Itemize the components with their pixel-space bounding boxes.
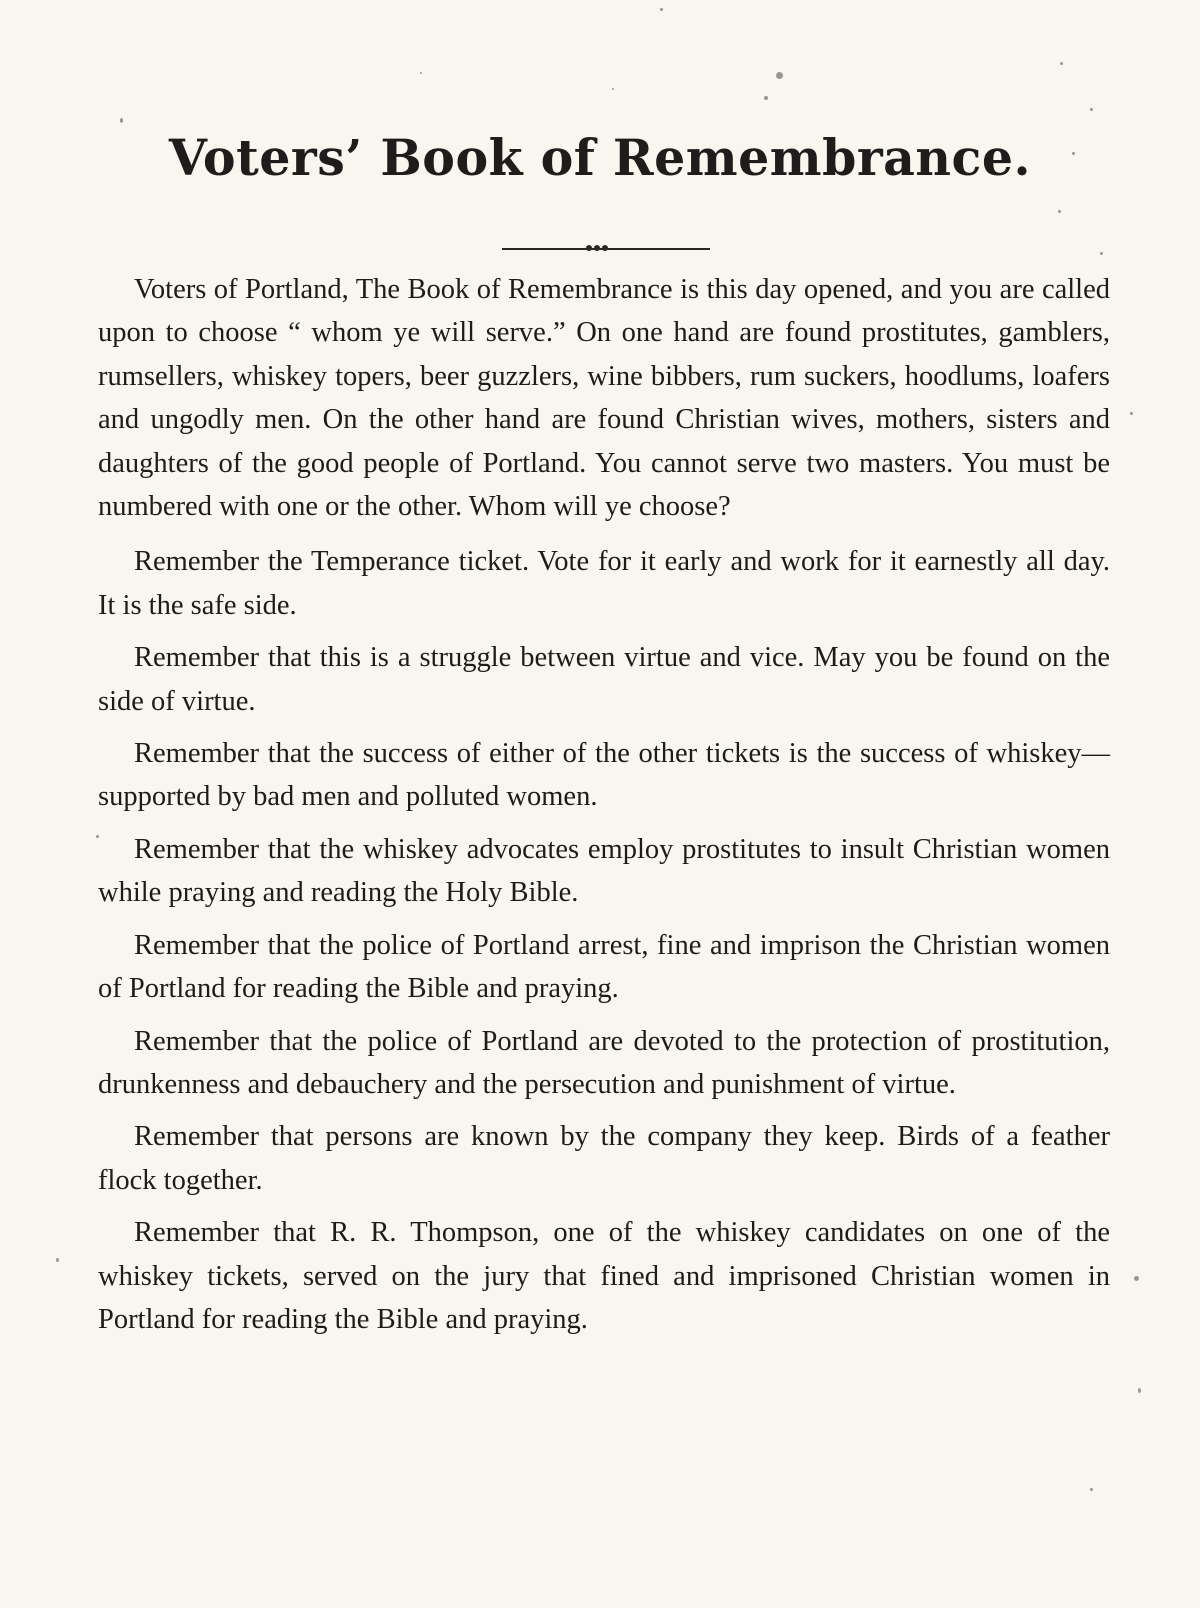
print-speck (612, 88, 614, 90)
print-speck (1100, 252, 1103, 255)
paragraph-thompson: Remember that R. R. Thompson, one of the whiskey candidates on one of the whiskey tickets, served on the jury that fined and imprisoned Christian women in Portland for reading the Bible and praying. (98, 1217, 1110, 1335)
print-speck (1058, 210, 1061, 213)
divider-ornament (586, 245, 592, 251)
print-speck (764, 96, 768, 100)
paragraph-intro: Voters of Portland, The Book of Remembrance is this day opened, and you are called upon to choose “ whom ye will serve.” On one hand are found prostitutes, gamblers, rumsellers, whiskey topers, beer guzzlers, wine bibbers, rum suckers, hoodlums, loafers and ungodly men. On the other hand are found Christian wives, mothers, sisters and daughters of the good people of Portland. You cannot serve two masters. You must be numbered with one or the other. Whom will ye choose? (98, 274, 1110, 523)
print-speck (1138, 1388, 1141, 1393)
paragraph-police-arrest: Remember that the police of Portland arrest, fine and imprison the Christian women of Portland for reading the Bible and praying. (98, 929, 1110, 1005)
divider-ornament (594, 245, 600, 251)
print-speck (420, 72, 422, 74)
paragraph-virtue-and-vice: Remember that this is a struggle between virtue and vice. May you be found on the side of virtue. (98, 642, 1110, 717)
print-speck (1090, 1488, 1093, 1491)
print-speck (1060, 62, 1063, 65)
divider-ornament (602, 245, 608, 251)
paragraph-whiskey-advocates: Remember that the whiskey advocates employ prostitutes to insult Christian women while praying and reading the Holy Bible. (98, 833, 1110, 909)
document-title: Voters’ Book of Remembrance. (168, 128, 1032, 187)
paragraph-temperance-ticket: Remember the Temperance ticket. Vote for it early and work for it earnestly all day. It is the safe side. (98, 546, 1110, 621)
print-speck (120, 118, 123, 123)
print-speck (1130, 412, 1133, 415)
paragraph-police-devoted: Remember that the police of Portland are devoted to the protection of prostitution, drunkenness and debauchery and the persecution and punishment of virtue. (98, 1025, 1110, 1100)
paragraph-company-they-keep: Remember that persons are known by the company they keep. Birds of a feather flock together. (98, 1121, 1110, 1196)
print-speck (56, 1258, 59, 1262)
document-body (98, 268, 1110, 1350)
print-speck (1090, 108, 1093, 111)
print-speck (1134, 1276, 1139, 1281)
print-speck (776, 72, 783, 79)
print-speck (660, 8, 663, 11)
paragraph-other-tickets: Remember that the success of either of the other tickets is the success of whiskey—supported by bad men and polluted women. (98, 738, 1110, 813)
